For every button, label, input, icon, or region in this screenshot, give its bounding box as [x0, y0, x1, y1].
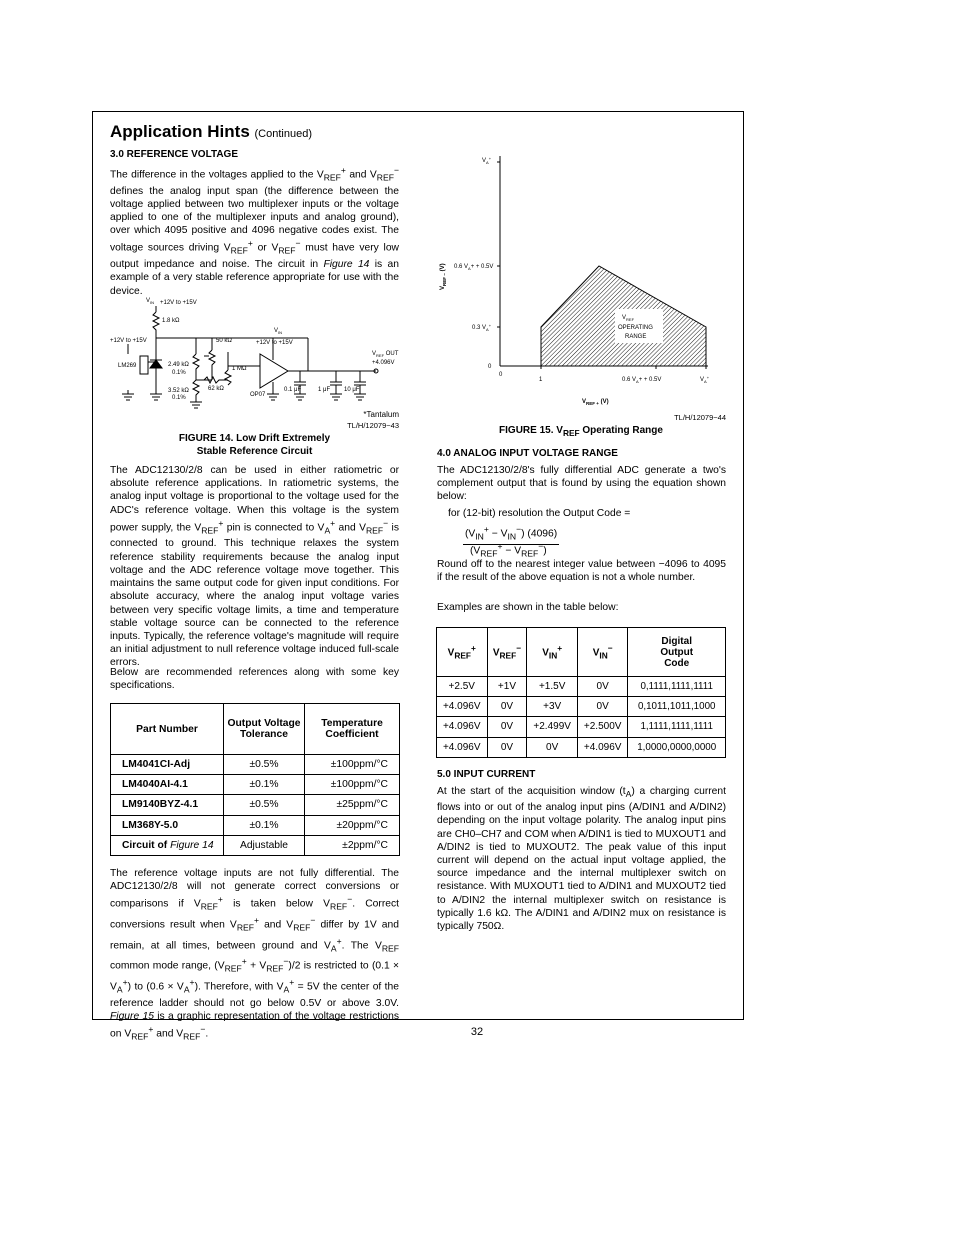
table-row — [437, 677, 726, 697]
svg-text:VIN: $V_{IN}$ — [274, 328, 283, 335]
svg-text:0.3 VA+: 0.3 $V_A^+$ — [472, 323, 492, 332]
svg-text:VREF OUT: $V_{REF}$ OUT — [372, 351, 399, 358]
table-header: Temperature Coefficient — [305, 704, 400, 755]
table-cell: +4.096V — [437, 717, 488, 737]
svg-text:0.1%: 0.1% — [172, 395, 186, 401]
equation-intro: for (12-bit) resolution the Output Code = — [448, 508, 631, 519]
svg-text:0.1 μF: 0.1 μF — [284, 387, 302, 393]
table-row — [111, 795, 400, 815]
codes-table — [436, 627, 726, 758]
svg-text:0.6 VA+ + 0.5V: 0.6 $V_A+ + 0.5V$ — [622, 377, 662, 384]
table-header: Part Number — [111, 704, 224, 755]
table-cell: 0V — [577, 697, 628, 717]
table-cell: ±20ppm/°C — [305, 815, 400, 835]
svg-text:0: 0 — [488, 364, 492, 370]
table-cell: LM4040AI-4.1 — [111, 775, 224, 795]
table-header: $V_{IN}^+$ — [527, 628, 578, 677]
svg-text:+12V to +15V: +12V to +15V — [256, 340, 293, 346]
table-cell: 0V — [527, 737, 578, 757]
table-cell: Circuit of Figure 14 — [111, 835, 224, 855]
table-cell: +1.5V — [527, 677, 578, 697]
svg-text:+12V to +15V: +12V to +15V — [110, 338, 147, 344]
table-header: Digital Output Code — [628, 628, 726, 677]
table-cell: LM368Y-5.0 — [111, 815, 224, 835]
table-cell: 0V — [487, 737, 527, 757]
svg-text:VA+: $V_A^+$ — [482, 156, 492, 165]
table-cell: 0V — [487, 717, 527, 737]
figure-15-caption: FIGURE 15. $V_{REF}$ Operating Range — [499, 425, 663, 438]
section-4-paragraph-1: The ADC12130/2/8's fully differential ADC generate a two's complement output that is found by using the equation shown below: — [437, 465, 726, 503]
table-cell: ±2ppm/°C — [305, 835, 400, 855]
table-cell: ±100ppm/°C — [305, 755, 400, 775]
table-cell: +1V — [487, 677, 527, 697]
table-cell: +2.500V — [577, 717, 628, 737]
table-row — [437, 697, 726, 717]
table-cell: +2.5V — [437, 677, 488, 697]
table-cell: 0,1011,1011,1000 — [628, 697, 726, 717]
equation-numerator: $(V_{IN}^+ - V_{IN}^-)$ (4096) — [463, 523, 559, 545]
svg-text:1: 1 — [539, 377, 543, 383]
page-number: 32 — [470, 1026, 484, 1038]
svg-text:62 kΩ: 62 kΩ — [208, 386, 224, 392]
table-header: Output Voltage Tolerance — [224, 704, 305, 755]
equation-denominator: $(V_{REF}^+ - V_{REF}^-)$ — [470, 541, 547, 559]
table-cell: +2.499V — [527, 717, 578, 737]
section-3-heading: 3.0 REFERENCE VOLTAGE — [110, 149, 238, 160]
svg-text:VREF: $V_{REF}$ — [622, 315, 635, 322]
table-header: $V_{REF}^+$ — [437, 628, 488, 677]
svg-text:LM269: LM269 — [118, 363, 137, 369]
table-cell: ±100ppm/°C — [305, 775, 400, 795]
svg-text:50 kΩ: 50 kΩ — [216, 338, 232, 344]
section-3-paragraph-2: The ADC12130/2/8 can be used in either ratiometric or absolute reference applications. In ratiometric systems, the analog input voltage is proportional to the voltage used for the ADC's reference voltage. When this voltage is the system power supply, the $V_{REF}^+$ pin is connected to $V_A^+$ and $V_{REF}^-$ is connected to ground. This technique relaxes the system reference stability requirements because the analog input voltage and the ADC reference voltage move together. This maintains the same output code for given input conditions. For absolute accuracy, where the analog input voltage varies between very specific voltage limits, a time and temperature stable voltage source can be connected to the reference inputs. Typically, the reference voltage's magnitude will require an initial adjustment to null reference voltage induced full-scale errors. — [110, 465, 399, 669]
table-cell: ±0.1% — [224, 815, 305, 835]
svg-text:VIN: $V_{IN}$ — [146, 298, 155, 305]
table-cell: 0V — [487, 697, 527, 717]
table-cell: +4.096V — [577, 737, 628, 757]
section-3-paragraph-1: The difference in the voltages applied to the $V_{REF}^+$ and $V_{REF}^-$ defines the analog input span (the difference between the voltage applied between two multiplexer inputs or the voltage applied to one of the multiplexer inputs and analog ground), over which 4095 positive and 4096 negative codes exist. The voltage sources driving $V_{REF}^+$ or $V_{REF}^-$ must have very low output impedance and noise. The circuit in Figure 14 is an example of a very stable reference appropriate for use with the device. — [110, 165, 399, 297]
svg-text:+12V to +15V: +12V to +15V — [160, 300, 197, 306]
svg-text:VREF − (V): $V_{REF -}$ (V) — [440, 263, 447, 290]
table-cell: ±25ppm/°C — [305, 795, 400, 815]
svg-text:+4.096V: +4.096V — [372, 360, 395, 366]
table-cell: ±0.5% — [224, 755, 305, 775]
svg-text:VA+: $V_A^+$ — [700, 375, 710, 384]
section-5-heading: 5.0 INPUT CURRENT — [437, 769, 536, 780]
table-cell: LM9140BYZ-4.1 — [111, 795, 224, 815]
svg-text:0.1%: 0.1% — [172, 370, 186, 376]
table-cell: +4.096V — [437, 697, 488, 717]
table-cell: ±0.5% — [224, 795, 305, 815]
section-4-heading: 4.0 ANALOG INPUT VOLTAGE RANGE — [437, 448, 618, 459]
figure-14-tantalum-note: *Tantalum — [363, 410, 399, 419]
table-cell: 1,1111,1111,1111 — [628, 717, 726, 737]
table-row — [111, 775, 400, 795]
table-cell: Adjustable — [224, 835, 305, 855]
figure-15-id: TL/H/12079−44 — [674, 413, 726, 422]
svg-text:3.52 kΩ: 3.52 kΩ — [168, 388, 189, 394]
svg-text:10 μF: 10 μF — [344, 387, 360, 393]
svg-text:0: 0 — [499, 372, 503, 378]
table-row — [111, 835, 400, 855]
table-cell: 1,0000,0000,0000 — [628, 737, 726, 757]
references-table — [110, 703, 400, 856]
table-row — [437, 737, 726, 757]
section-5-paragraph: At the start of the acquisition window $(t_A)$ a charging current flows into or out of the analog input pins (A/DIN1 and A/DIN2) depending on the input voltage polarity. The analog input pins are CH0–CH7 and COM when A/DIN1 is tied to MUXOUT1 and A/DIN2 is tied to MUXOUT2. The peak value of this input current will depend on the actual input voltage applied, the source impedance and the internal multiplexer switch on resistance. With MUXOUT1 tied to A/DIN1 and MUXOUT2 tied to A/DIN2 the internal multiplexer switch on resistance is typically 1.6 kΩ. The A/DIN1 and A/DIN2 mux on resistance is typically 750Ω. — [437, 786, 727, 933]
table-header: $V_{IN}^-$ — [577, 628, 628, 677]
table-cell: +4.096V — [437, 737, 488, 757]
table-cell: 0,1111,1111,1111 — [628, 677, 726, 697]
svg-text:OPERATING: OPERATING — [618, 325, 653, 331]
figure-14-id: TL/H/12079−43 — [347, 421, 399, 430]
table-cell: LM4041CI-Adj — [111, 755, 224, 775]
svg-text:1.8 kΩ: 1.8 kΩ — [162, 318, 180, 324]
table-row — [111, 815, 400, 835]
svg-text:VREF + (V): $V_{REF +}$ (V) — [582, 399, 609, 406]
svg-text:1 μF: 1 μF — [318, 387, 331, 393]
section-4-paragraph-2: Round off to the nearest integer value between −4096 to 4095 if the result of the above equation is not a whole number. — [437, 559, 726, 584]
svg-text:2.49 kΩ: 2.49 kΩ — [168, 362, 189, 368]
figure-14-circuit — [108, 294, 403, 412]
section-3-paragraph-4: The reference voltage inputs are not fully differential. The ADC12130/2/8 will not generate correct conversions or comparisons if $V_{REF}^+$ is taken below $V_{REF}^-$. Correct conversions result when $V_{REF}^+$ and $V_{REF}^-$ differ by 1V and remain, at all times, between ground and $V_A^+$. The $V_{REF}$ common mode range, $(V_{REF}^+ + V_{REF}^-)/2$ is restricted to $(0.1 \times V_A^+)$ to $(0.6 \times V_A^+)$. Therefore, with $V_A^+ = 5V$ the center of the reference ladder should not go below 0.5V or above 3.0V. Figure 15 is a graphic representation of the voltage restrictions on $V_{REF}^+$ and $V_{REF}^-$. — [110, 868, 399, 1042]
table-row — [111, 755, 400, 775]
page-title: Application Hints (Continued) — [110, 122, 312, 141]
svg-text:OP07: OP07 — [250, 392, 266, 398]
table-cell: +3V — [527, 697, 578, 717]
figure-14-caption: FIGURE 14. Low Drift Extremely Stable Reference Circuit — [178, 433, 331, 457]
table-row — [437, 717, 726, 737]
section-3-paragraph-3: Below are recommended references along with some key specifications. — [110, 667, 399, 692]
table-cell: ±0.1% — [224, 775, 305, 795]
figure-15-chart — [436, 148, 728, 410]
section-4-paragraph-3: Examples are shown in the table below: — [437, 602, 619, 613]
svg-text:RANGE: RANGE — [625, 334, 647, 340]
table-cell: 0V — [577, 677, 628, 697]
table-header: $V_{REF}^-$ — [487, 628, 527, 677]
svg-text:0.6 VA+ + 0.5V: 0.6 $V_A+ + 0.5V$ — [454, 264, 494, 271]
svg-text:1 MΩ: 1 MΩ — [232, 366, 247, 372]
